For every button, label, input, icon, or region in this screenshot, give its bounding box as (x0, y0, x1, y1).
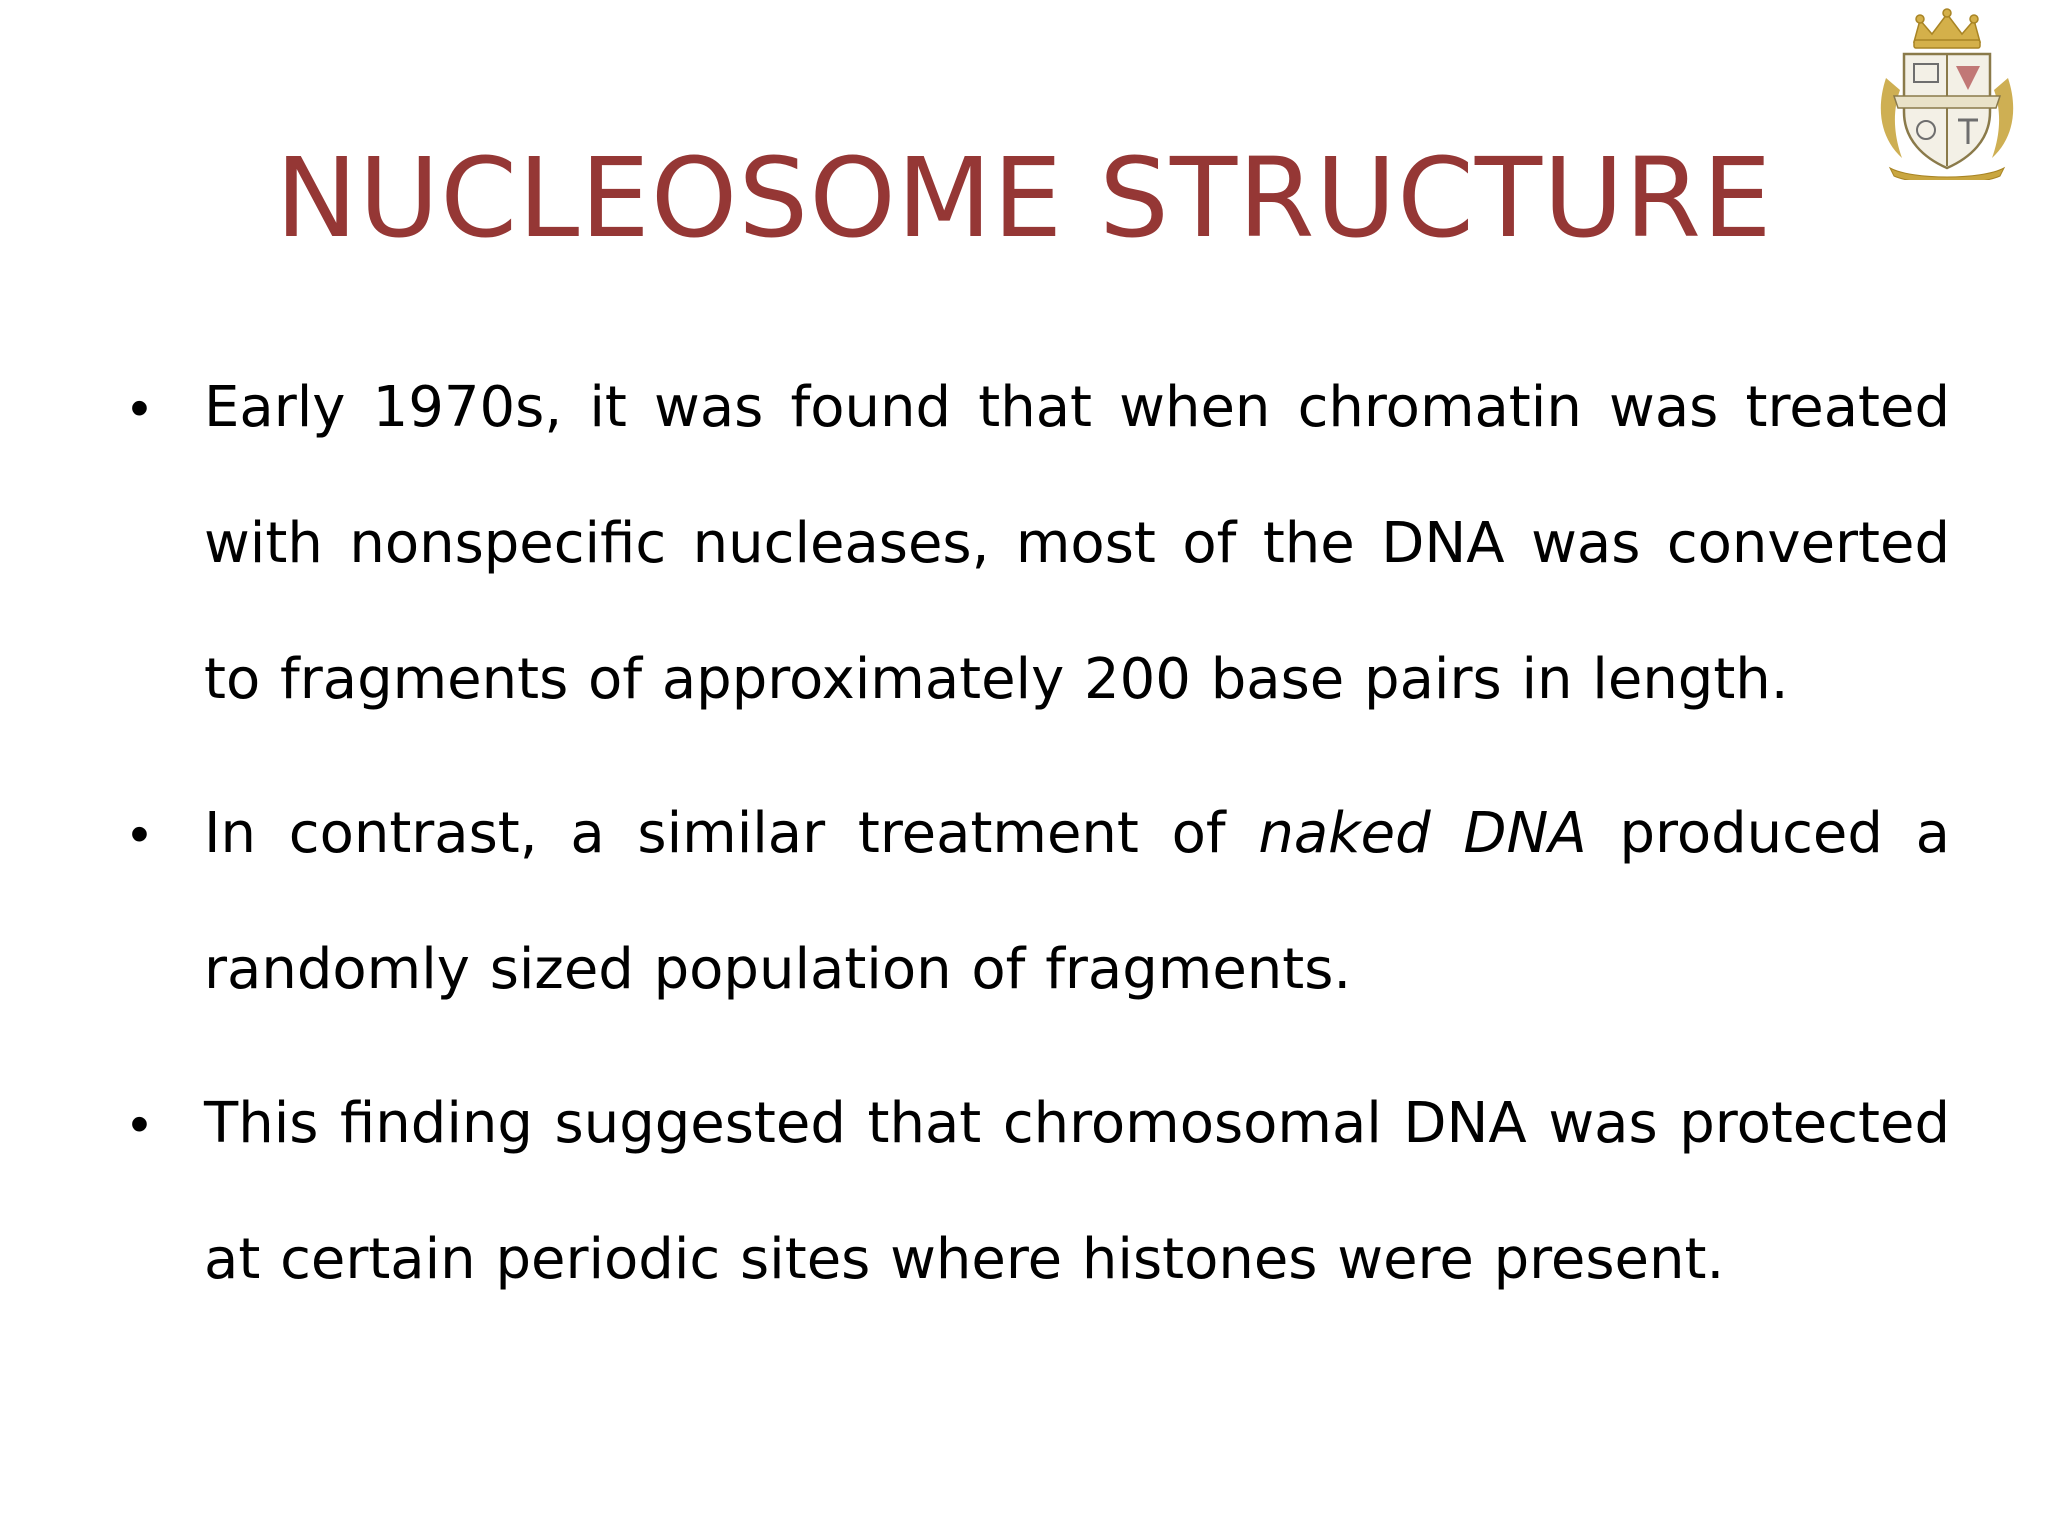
bullet-item-1 (120, 340, 1950, 748)
bullet-text: This finding suggested that chromosomal DNA was protected at certain periodic sites where histones were present. (204, 1091, 1950, 1292)
slide-title: NUCLEOSOME STRUCTURE (275, 134, 1773, 262)
bullet-item-2 (120, 766, 1950, 1038)
bullet-text-after: produced a randomly sized population of fragments. (204, 801, 1950, 1002)
bullet-icon: • (130, 378, 149, 438)
bullet-icon: • (130, 804, 149, 864)
bullet-text (204, 766, 1950, 1038)
bullet-text-before: In contrast, a similar treatment of (204, 801, 1259, 866)
bullet-text: Early 1970s, it was found that when chromatin was treated with nonspecific nucleases, most of the DNA was converted to fragments of approximately 200 base pairs in length. (204, 375, 1950, 712)
bullet-icon: • (130, 1094, 149, 1154)
bullet-item-3 (120, 1056, 1950, 1328)
bullet-list (120, 340, 1950, 1346)
emphasized-term: naked DNA (1258, 801, 1587, 866)
